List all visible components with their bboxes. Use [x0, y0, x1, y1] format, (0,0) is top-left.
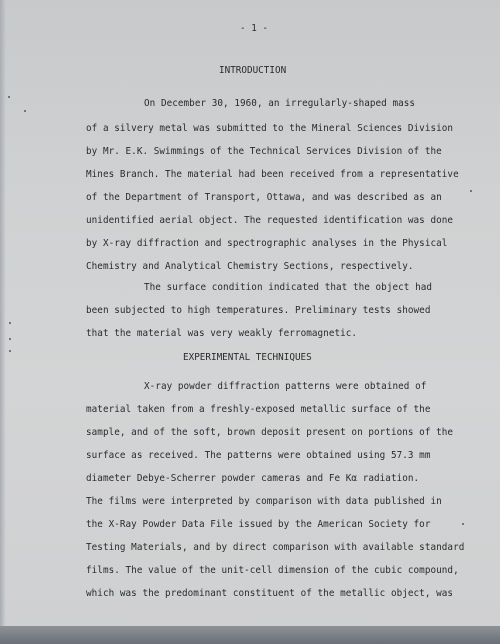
text-line: of the Department of Transport, Ottawa, and was described as an	[86, 192, 442, 203]
text-line: The films were interpreted by comparison with data published in	[86, 496, 442, 507]
scan-speck	[462, 523, 464, 525]
page-number: - 1 -	[240, 23, 268, 34]
text-line: by X-ray diffraction and spectrographic analyses in the Physical	[86, 238, 448, 249]
text-line: On December 30, 1960, an irregularly-shaped mass	[144, 98, 416, 109]
scan-speck	[9, 322, 11, 324]
text-line: the X-Ray Powder Data File issued by the American Society for	[86, 519, 431, 530]
scan-speck	[9, 338, 11, 340]
text-line: by Mr. E.K. Swimmings of the Technical Services Division of the	[86, 146, 442, 157]
scan-speck	[470, 190, 472, 192]
text-line: films. The value of the unit-cell dimension of the cubic compound,	[86, 565, 459, 576]
text-line: material taken from a freshly-exposed metallic surface of the	[86, 404, 431, 415]
text-line: surface as received. The patterns were obtained using 57.3 mm	[86, 450, 431, 461]
text-line: been subjected to high temperatures. Preliminary tests showed	[86, 305, 431, 316]
page-bottom-edge	[0, 626, 500, 644]
text-line: Testing Materials, and by direct comparison with available standard	[86, 542, 465, 553]
text-line: sample, and of the soft, brown deposit present on portions of the	[86, 427, 454, 438]
section-heading-experimental-techniques: EXPERIMENTAL TECHNIQUES	[183, 352, 312, 363]
text-line: that the material was very weakly ferromagnetic.	[86, 328, 358, 339]
text-line: diameter Debye-Scherrer powder cameras and Fe Kα radiation.	[86, 473, 420, 484]
text-line: Mines Branch. The material had been received from a representative	[86, 169, 459, 180]
scan-speck	[9, 350, 11, 352]
text-line: of a silvery metal was submitted to the Mineral Sciences Division	[86, 123, 454, 134]
text-line: X-ray powder diffraction patterns were obtained of	[144, 381, 427, 392]
section-heading-introduction: INTRODUCTION	[219, 65, 287, 76]
text-line: unidentified aerial object. The requested identification was done	[86, 215, 454, 226]
scan-speck	[24, 110, 26, 112]
text-line: which was the predominant constituent of the metallic object, was	[86, 588, 454, 599]
page-left-edge	[0, 0, 6, 644]
text-line: Chemistry and Analytical Chemistry Sections, respectively.	[86, 261, 414, 272]
scan-speck	[8, 96, 10, 98]
text-line: The surface condition indicated that the object had	[144, 282, 433, 293]
